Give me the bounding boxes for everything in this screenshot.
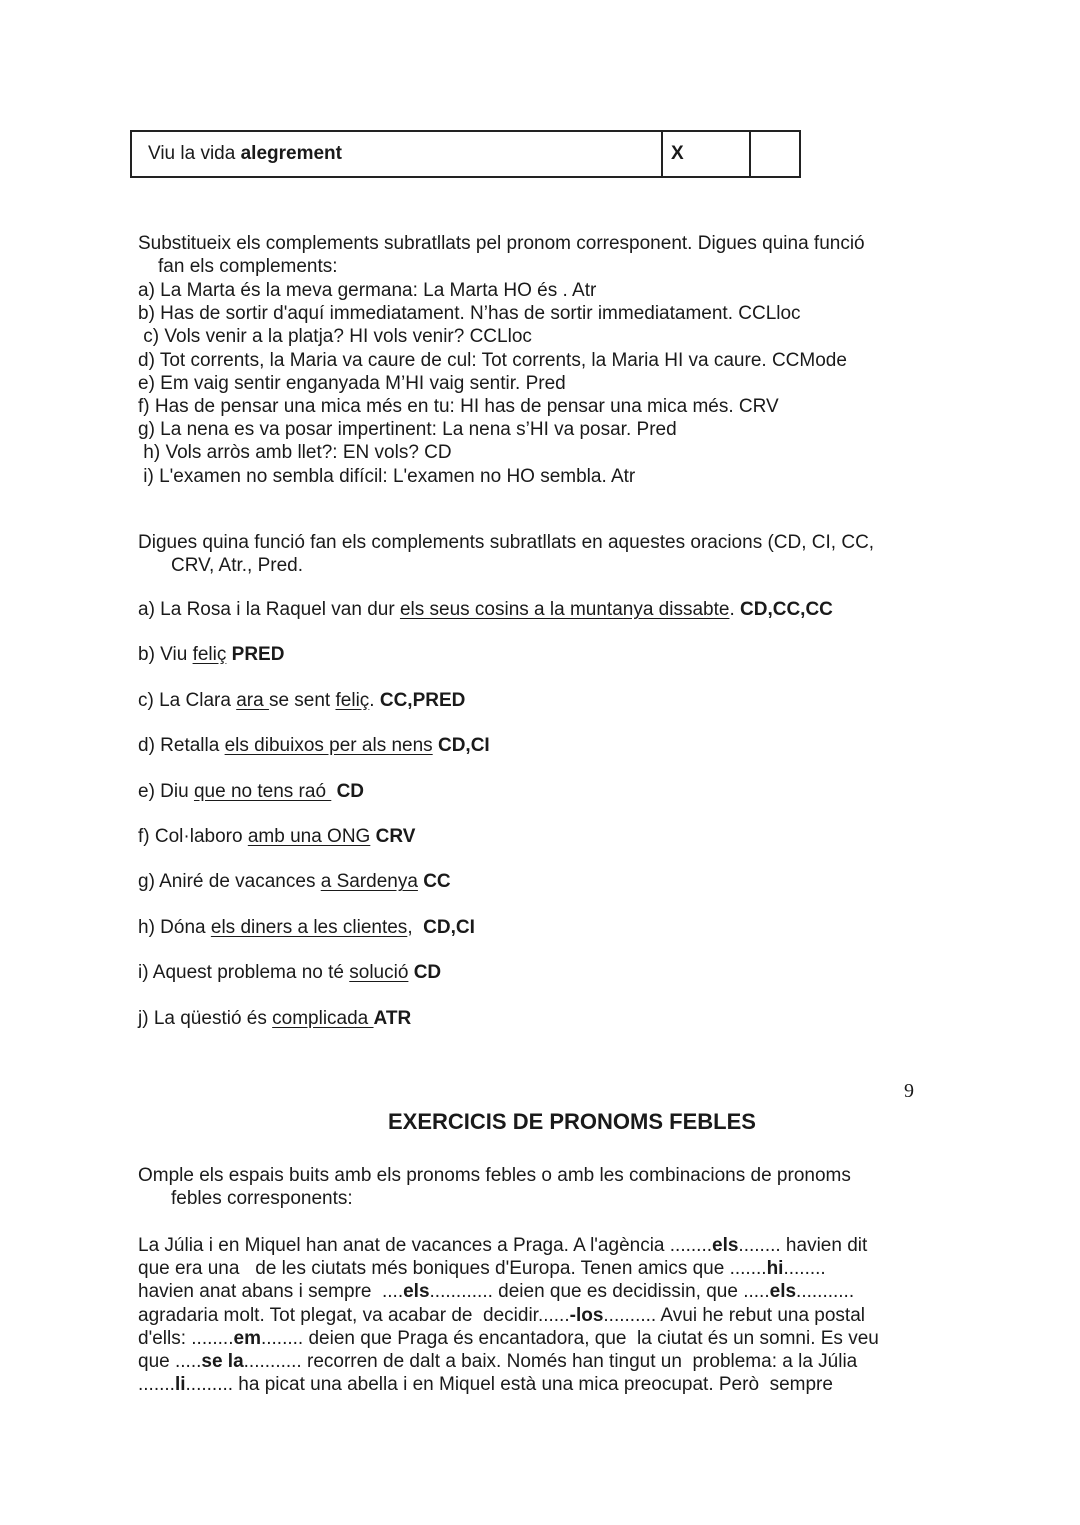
section3-instruction-line2: febles corresponents: (171, 1188, 353, 1209)
text-line (138, 1280, 922, 1303)
ex-underlined: ara (236, 689, 269, 711)
text-segment: ............ deien que es decidissin, que ..... (429, 1281, 770, 1303)
section3-instruction (138, 1164, 938, 1210)
answer-pronoun: els (769, 1281, 797, 1303)
ex-answer: CD (336, 780, 365, 802)
text-segment: La Júlia i en Miquel han anat de vacances a Praga. A l'agència ........ (138, 1235, 712, 1256)
ex-pre: h) Dóna (138, 916, 211, 938)
section3-instruction-line1: Omple els espais buits amb els pronoms febles o amb les combinacions de pronoms (138, 1165, 851, 1186)
ex-underlined: feliç (192, 644, 227, 666)
text-segment: ........ (783, 1258, 826, 1280)
text-line (138, 1373, 922, 1396)
text-segment: ........... recorren de dalt a baix. Només han tingut un problema: a la Júlia (243, 1350, 858, 1372)
ex-underlined: els dibuixos per als nens (224, 735, 433, 757)
text-segment: ......... ha picat una abella i en Miquel està una mica preocupat. Però sempre (185, 1374, 833, 1396)
table-cell-sentence (132, 132, 663, 176)
list-item: c) Vols venir a la platja? HI vols venir? CCLloc (138, 326, 532, 348)
text-segment: ........ havien dit (738, 1235, 868, 1256)
text-line (138, 1350, 922, 1373)
text-segment: ....... (138, 1374, 175, 1396)
section2-instruction (138, 531, 938, 577)
answer-pronoun: se la (201, 1350, 244, 1372)
page-number: 9 (904, 1080, 914, 1102)
text-line (138, 1257, 922, 1280)
text-segment: que era una de les ciutats més boniques d'Europa. Tenen amics que ....... (138, 1258, 767, 1280)
table-mark: X (671, 143, 684, 164)
table-sentence-bold: alegrement (240, 143, 342, 164)
ex-pre: a) La Rosa i la Raquel van dur (138, 599, 400, 620)
fill-in-text (138, 1234, 922, 1396)
list-item: b) Has de sortir d'aquí immediatament. N’has de sortir immediatament. CCLloc (138, 303, 801, 325)
table-cell-empty (751, 132, 799, 176)
ex-answer: CD,CI (437, 735, 490, 757)
text-line (138, 1304, 922, 1327)
answer-pronoun: hi (766, 1258, 784, 1280)
list-item: h) Vols arròs amb llet?: EN vols? CD (138, 442, 452, 464)
section1-instruction-line2: fan els complements: (158, 256, 338, 277)
answer-pronoun: -los (569, 1304, 604, 1326)
ex-answer: PRED (231, 644, 285, 666)
section2-instruction-line2: CRV, Atr., Pred. (171, 555, 304, 576)
exercise-item (138, 689, 938, 734)
ex-underlined: que no tens raó (193, 780, 332, 802)
ex-answer: CD,CC,CC (740, 599, 833, 620)
text-segment: ........... (796, 1281, 855, 1303)
ex-answer: CD (413, 962, 442, 984)
ex-pre: c) La Clara (138, 689, 237, 711)
section1-instruction-line1: Substitueix els complements subratllats pel pronom corresponent. Digues quina funció (138, 233, 865, 254)
list-item: a) La Marta és la meva germana: La Marta HO és . Atr (138, 280, 597, 301)
table-sentence-prefix: Viu la vida (148, 143, 241, 164)
exercise-item (138, 961, 938, 1006)
exercise-item (138, 870, 938, 915)
ex-underlined: amb una ONG (247, 825, 371, 847)
ex-answer: CC,PRED (379, 689, 466, 711)
ex-post: . (369, 689, 380, 711)
text-segment: ........ deien que Praga és encantadora, que la ciutat és un somni. Es veu (260, 1327, 879, 1349)
answer-pronoun: em (233, 1327, 261, 1349)
exercise-item (138, 825, 938, 870)
list-item: i) L'examen no sembla difícil: L'examen no HO sembla. Atr (138, 465, 636, 487)
text-segment: .......... Avui he rebut una postal (603, 1304, 865, 1326)
exercise-item (138, 780, 938, 825)
table-cell-mark (663, 132, 751, 176)
ex-answer: ATR (373, 1007, 412, 1029)
ex-underlined: els seus cosins a la muntanya dissabte (399, 599, 730, 620)
ex-pre: d) Retalla (138, 735, 225, 757)
ex-answer: CRV (375, 825, 416, 847)
section1-list (138, 279, 938, 488)
ex-post: . (729, 599, 741, 620)
text-segment: havien anat abans i sempre .... (138, 1281, 404, 1303)
answer-pronoun: els (712, 1235, 739, 1256)
exercise-item (138, 598, 938, 643)
ex-pre: j) La qüestió és (138, 1007, 273, 1029)
ex-pre: e) Diu (138, 780, 194, 802)
text-segment: agradaria molt. Tot plegat, va acabar de decidir...... (138, 1304, 570, 1326)
list-item: f) Has de pensar una mica més en tu: HI has de pensar una mica més. CRV (138, 396, 779, 418)
ex-underlined: a Sardenya (320, 871, 418, 893)
ex-mid: se sent (268, 689, 336, 711)
section3-title: EXERCICIS DE PRONOMS FEBLES (388, 1109, 756, 1134)
section1-instruction (138, 232, 938, 278)
list-item: e) Em vaig sentir enganyada M’HI vaig sentir. Pred (138, 372, 566, 394)
exercise-item (138, 916, 938, 961)
ex-post: , (407, 916, 424, 938)
exercise-item (138, 734, 938, 779)
text-segment: que ..... (138, 1350, 202, 1372)
ex-pre: i) Aquest problema no té (138, 962, 350, 984)
ex-underlined-2: feliç (335, 689, 370, 711)
answer-pronoun: li (174, 1374, 186, 1396)
exercise-item (138, 1007, 938, 1052)
exercise-item (138, 643, 938, 688)
ex-answer: CC (423, 871, 451, 893)
ex-underlined: complicada (272, 1007, 374, 1029)
ex-pre: g) Aniré de vacances (138, 871, 321, 893)
text-line (138, 1327, 922, 1350)
section2-list (138, 598, 938, 1052)
ex-pre: b) Viu (138, 644, 193, 666)
list-item: d) Tot corrents, la Maria va caure de cul: Tot corrents, la Maria HI va caure. CCMode (138, 349, 847, 371)
text-line (138, 1234, 922, 1257)
section2-instruction-line1: Digues quina funció fan els complements subratllats en aquestes oracions (CD, CI, CC, (138, 532, 875, 553)
ex-underlined: solució (349, 962, 409, 984)
ex-pre: f) Col·laboro (138, 825, 248, 847)
answer-pronoun: els (403, 1281, 430, 1303)
ex-answer: CD,CI (423, 916, 475, 938)
list-item: g) La nena es va posar impertinent: La nena s’HI va posar. Pred (138, 419, 677, 441)
answer-table-row (130, 130, 801, 178)
text-segment: d'ells: ........ (138, 1327, 234, 1349)
ex-underlined: els diners a les clientes (210, 916, 408, 938)
